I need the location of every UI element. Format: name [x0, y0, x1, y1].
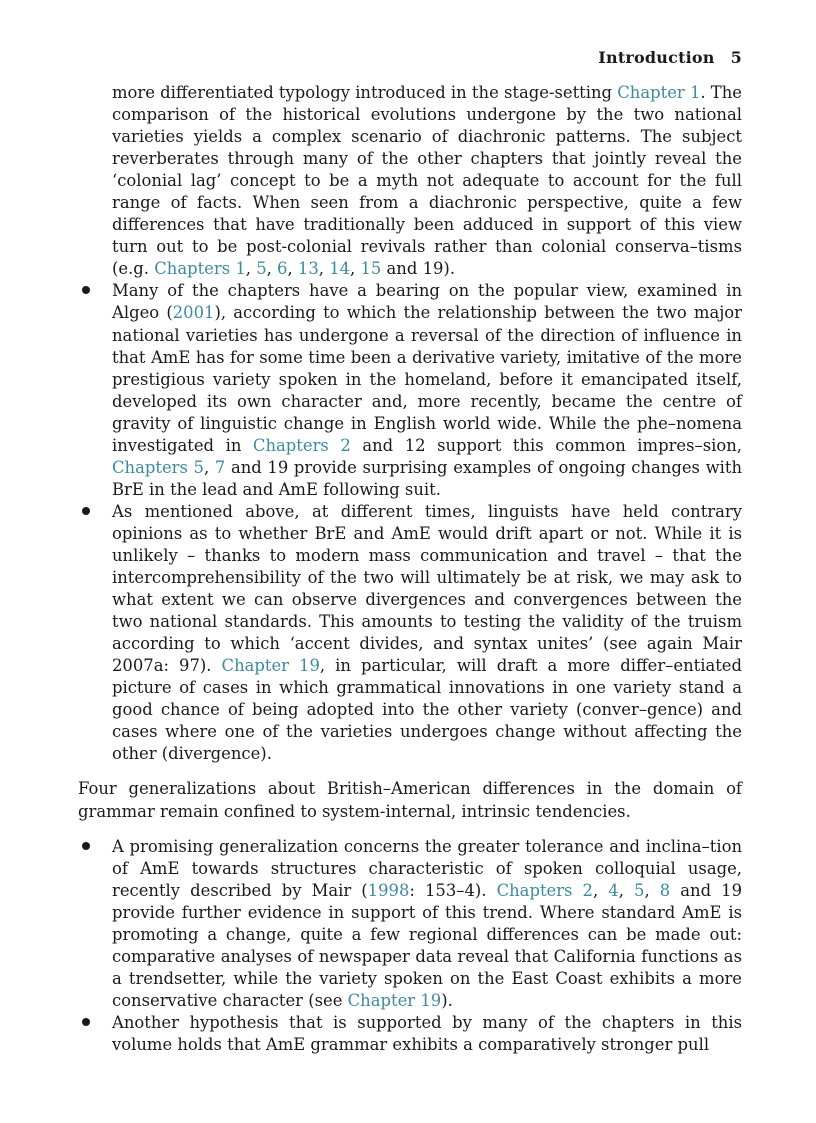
text-run: ).: [441, 990, 453, 1010]
text-run: more differentiated typology introduced in the stage-setting: [112, 83, 618, 102]
chapter-link[interactable]: Chapter 1: [617, 83, 701, 102]
bullet-item: [78, 501, 742, 766]
chapter-link[interactable]: 7: [214, 457, 226, 477]
generalizations-paragraph: [78, 778, 742, 822]
chapter-link[interactable]: 14: [329, 259, 351, 279]
bullet-item: [78, 836, 742, 1012]
text-run: and 19 provide further evidence in support of this trend. Where standard AmE is promoting a change, quite a few regional differences can be made out: comparative analyses of newspaper data reveal that California functions as a trendsetter, while the variety spoken on the East Coast exhibits a more conservative character (see: [112, 880, 743, 1010]
text-run: ,: [245, 259, 257, 279]
bullet-icon: [82, 1018, 90, 1026]
text-run: Many of the chapters have a bearing on the popular view, examined in Algeo (: [112, 281, 742, 323]
text-run: , in particular, will draft a more differ–entiated picture of cases in which grammatical innovations in one variety stand a good chance of being adopted into the other variety (conver–gence) and cases where one of the varieties undergoes change without affecting the other (divergence).: [112, 656, 742, 764]
intro-continuation: [78, 82, 742, 280]
running-header: [598, 48, 742, 67]
chapter-link[interactable]: Chapters 1: [154, 259, 246, 279]
chapter-link[interactable]: 8: [659, 880, 671, 900]
text-run: A promising generalization concerns the greater tolerance and inclina–tion of AmE towards structures characteristic of spoken colloquial usage, recently described by Mair (: [112, 836, 742, 900]
text-run: ,: [287, 259, 298, 279]
text-run: ,: [618, 880, 635, 900]
page-body: [78, 82, 742, 1056]
bullet-icon: [82, 286, 90, 294]
chapter-link[interactable]: 5: [634, 880, 645, 900]
text-run: ,: [266, 259, 278, 279]
chapter-link[interactable]: Chapters 5: [112, 457, 204, 477]
text-run: ,: [203, 457, 215, 477]
chapter-link[interactable]: 2001: [172, 303, 215, 323]
chapter-link[interactable]: 13: [297, 259, 319, 279]
chapter-link[interactable]: Chapters 2: [496, 880, 593, 900]
bullet-item: [78, 1012, 742, 1056]
text-run: ,: [318, 259, 330, 279]
bullet-list-a: [78, 280, 742, 765]
chapter-link[interactable]: Chapter 19: [347, 990, 442, 1010]
chapter-link[interactable]: 15: [360, 259, 382, 279]
text-run: ,: [350, 259, 361, 279]
text-run: and 12 support this common impres–sion,: [350, 435, 742, 455]
chapter-link[interactable]: 6: [277, 259, 288, 279]
text-run: Four generalizations about British–American differences in the domain of grammar remain confined to system-internal, intrinsic tendencies.: [78, 779, 742, 821]
chapter-link[interactable]: 1998: [367, 880, 410, 900]
chapter-link[interactable]: 4: [608, 880, 619, 900]
bullet-list-b: [78, 836, 742, 1056]
text-run: ,: [592, 880, 609, 900]
text-run: ,: [644, 880, 660, 900]
bullet-icon: [82, 842, 90, 850]
text-run: . The comparison of the historical evolutions undergone by the two national varieties yields a complex scenario of diachronic patterns. The subject reverberates through many of the other chapters that jointly reveal the ‘colonial lag’ concept to be a myth not adequate to account for the full range of facts. When seen from a diachronic perspective, quite a few differences that have traditionally been adduced in support of this view turn out to be post-colonial revivals rather than colonial conserva–tisms (e.g.: [112, 83, 742, 279]
bullet-item: [78, 280, 742, 500]
text-run: and 19 provide surprising examples of ongoing changes with BrE in the lead and AmE following suit.: [112, 457, 743, 499]
chapter-link[interactable]: 5: [256, 259, 267, 279]
page-number: 5: [730, 48, 742, 67]
chapter-link[interactable]: Chapters 2: [252, 435, 351, 455]
text-run: As mentioned above, at different times, linguists have held contrary opinions as to whether BrE and AmE would drift apart or not. While it is unlikely – thanks to modern mass communication and travel – that the intercomprehensibility of the two will ultimately be at risk, we may ask to what extent we can observe divergences and convergences between the two national standards. This amounts to testing the validity of the truism according to which ‘accent divides, and syntax unites’ (see again Mair 2007a: 97).: [112, 501, 742, 676]
text-run: ), according to which the relationship between the two major national varieties has undergone a reversal of the direction of influence in that AmE has for some time been a derivative variety, imitative of the more prestigious variety spoken in the homeland, before it emancipated itself, developed its own character and, more recently, became the centre of gravity of linguistic change in English world wide. While the phe–nomena investigated in: [112, 303, 742, 455]
text-run: and 19).: [381, 259, 456, 279]
text-run: : 153–4).: [409, 880, 497, 900]
header-title: Introduction: [598, 48, 715, 67]
chapter-link[interactable]: Chapter 19: [221, 656, 320, 676]
bullet-icon: [82, 507, 90, 515]
text-run: Another hypothesis that is supported by many of the chapters in this volume holds that AmE grammar exhibits a comparatively stronger pull: [112, 1012, 742, 1054]
